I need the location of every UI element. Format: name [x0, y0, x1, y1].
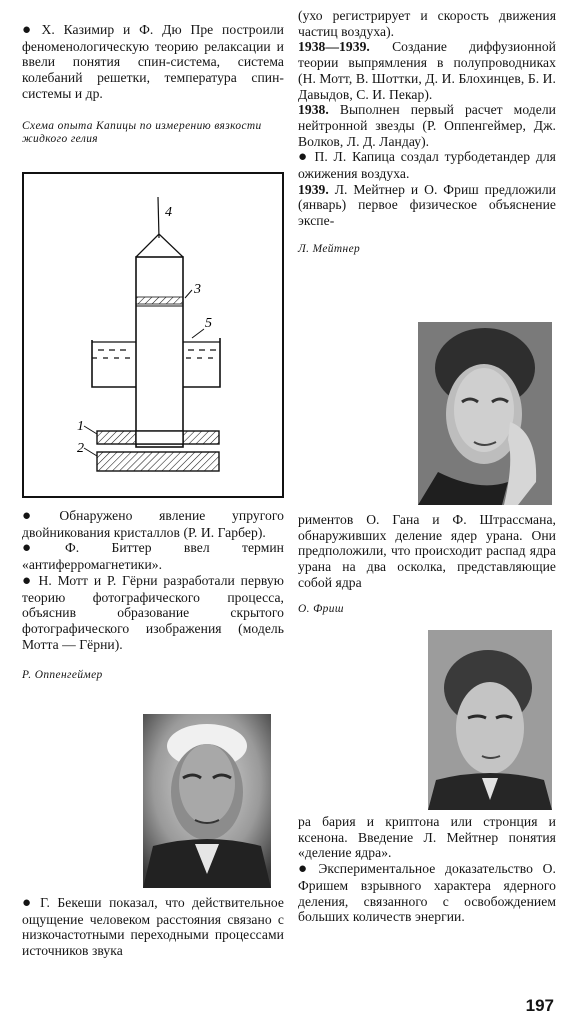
diagram-caption: Схема опыта Капицы по измерению вязкости жидкого гелия — [22, 119, 262, 145]
left-column-bottom — [22, 895, 284, 959]
paragraph-text: Л. Мейтнер и О. Фриш предложили (январь) первое физическое объяснение экспе- — [298, 181, 556, 229]
paragraph-neutron-star — [298, 102, 556, 149]
paragraph-garber — [22, 508, 284, 540]
label-1: 1 — [77, 419, 84, 434]
bullet-icon: ● — [22, 508, 55, 524]
paragraph-text: Обнаружено явление упругого двойникования кристаллов (Р. И. Гарбер). — [22, 508, 284, 540]
paragraph-frisch-proof — [298, 861, 556, 925]
page-number: 197 — [525, 996, 554, 1015]
right-column-middle — [298, 512, 556, 616]
paragraph-kapitsa — [298, 149, 556, 181]
paragraph-kasimir — [22, 22, 284, 102]
kapitza-diagram — [22, 172, 284, 498]
paragraph-text: Выполнен первый расчет модели нейтронной звезды (Р. Оппенгеймер, Дж. Волков, Л. Д. Ландау). — [298, 102, 556, 149]
left-column-lower — [22, 508, 284, 682]
paragraph-meitner-frisch — [298, 182, 556, 229]
photo-meitner — [418, 322, 552, 505]
kapitza-diagram-svg — [22, 172, 284, 498]
year-label: 1939. — [298, 181, 329, 197]
bullet-icon: ● — [298, 149, 310, 166]
label-3: 3 — [194, 282, 201, 297]
photo-caption-frisch: О. Фриш — [298, 602, 344, 615]
label-5: 5 — [205, 316, 212, 331]
photo-oppenheimer — [143, 714, 271, 888]
bullet-icon: ● — [22, 895, 36, 911]
paragraph-ear: (ухо регистрирует и скорость движения частиц воздуха). — [298, 8, 556, 39]
bullet-icon: ● — [22, 540, 60, 557]
plate-2 — [97, 452, 219, 471]
year-label: 1938—1939. — [298, 39, 370, 55]
paragraph-text: Экспериментальное доказательство О. Фришем взрывного характера ядерного деления, связанного с освобождением больших количеств энергии. — [298, 861, 556, 925]
paragraph-barium: ра бария и криптона или стронция и ксенона. Введение Л. Мейтнер понятия «деление ядра». — [298, 814, 556, 861]
paragraph-diffusion — [298, 39, 556, 102]
bullet-icon: ● — [22, 22, 37, 38]
right-column — [298, 8, 556, 256]
photo-caption-meitner: Л. Мейтнер — [298, 242, 361, 255]
photo-frisch — [428, 630, 552, 810]
right-column-bottom — [298, 814, 556, 925]
paragraph-text: Ф. Биттер ввел термин «антиферромагнетики». — [22, 540, 284, 573]
photo-caption-oppenheimer: Р. Оппенгеймер — [22, 669, 103, 682]
bullet-icon: ● — [22, 572, 34, 589]
paragraph-text: Х. Казимир и Ф. Дю Пре построили феноменологическую теорию релаксации и ввели понятия спин-система, система колебаний решетки, температура спин-системы и др. — [22, 22, 284, 101]
paragraph-hahn: риментов О. Гана и Ф. Штрассмана, обнаруживших деление ядер урана. Они предположили, что происходит распад ядра урана на два осколка, представляющие собой ядра — [298, 512, 556, 590]
paragraph-text: Г. Бекеши показал, что действительное ощущение человеком расстояния связано с низкочастотными переходными процессами источников звука — [22, 895, 284, 959]
paragraph-bekesy — [22, 895, 284, 959]
year-label: 1938. — [298, 102, 329, 118]
paragraph-text: Н. Мотт и Р. Гёрни разработали первую теорию фотографического процесса, объяснив образование скрытого фотографического изображения (модель Мотта — Гёрни). — [22, 572, 284, 652]
label-2: 2 — [77, 441, 84, 456]
paragraph-bitter — [22, 540, 284, 572]
paragraph-text: Создание диффузионной теории выпрямления в полупроводниках (Н. Мотт, В. Шоттки, Д. И. Блохинцев, Б. И. Давыдов, С. И. Пекар). — [298, 39, 557, 102]
bullet-icon: ● — [298, 861, 314, 878]
label-4: 4 — [165, 205, 172, 220]
paragraph-text: П. Л. Капица создал турбодетандер для ожижения воздуха. — [298, 149, 556, 182]
paragraph-mott-gurney — [22, 573, 284, 653]
left-column — [22, 0, 284, 146]
capillary-tube — [136, 257, 183, 447]
